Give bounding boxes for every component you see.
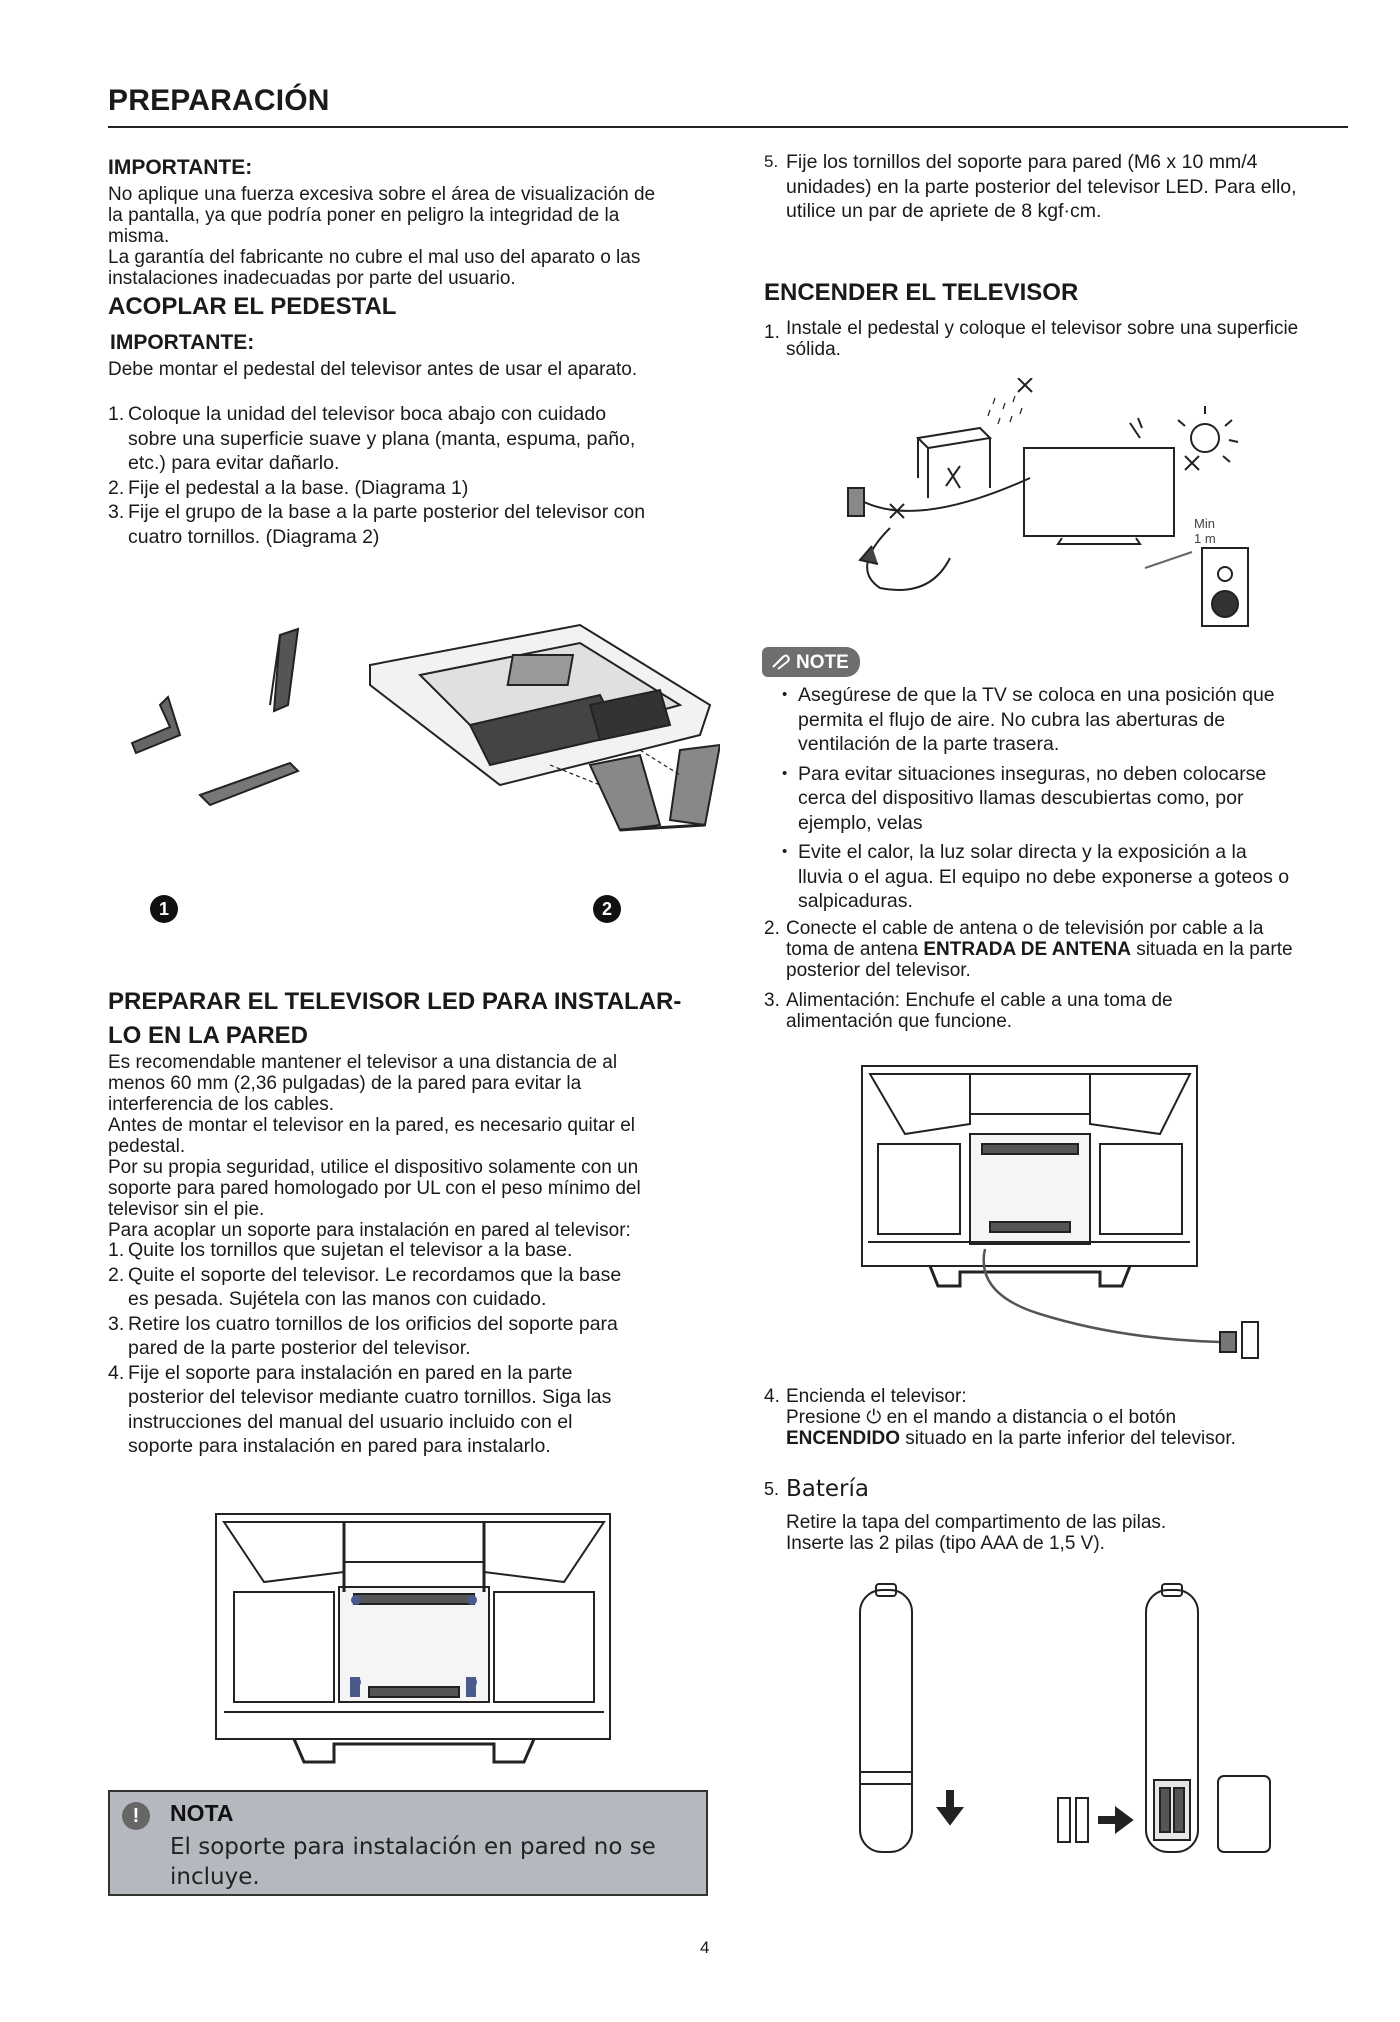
diagram-2-marker: 2 xyxy=(593,895,621,923)
wall-heading: PREPARAR EL TELEVISOR LED PARA INSTALAR- LO EN LA PARED xyxy=(108,988,682,1049)
diagram-1-marker: 1 xyxy=(150,895,178,923)
list-item: 1. Coloque la unidad del televisor boca abajo con cuidado sobre una superficie suave y plana (manta, espuma, paño, etc.) para evitar dañarlo. xyxy=(108,403,636,474)
power-step-4: 4. Encienda el televisor: Presione ⏻ en el mando a distancia o el botón ENCENDIDO situado en la parte inferior del televisor. xyxy=(764,1386,1236,1449)
paperclip-icon xyxy=(770,653,790,671)
list-item: 3. Retire los cuatro tornillos de los orificios del soporte para pared de la parte posterior del televisor. xyxy=(108,1312,618,1359)
stand-assembly-diagram xyxy=(120,615,720,855)
stand-steps xyxy=(108,402,748,549)
power-on-heading: ENCENDER EL TELEVISOR xyxy=(764,279,1079,306)
wall-mount-diagram xyxy=(214,1512,614,1770)
placement-diagram xyxy=(800,378,1260,638)
title-rule xyxy=(108,126,1348,128)
important-heading: IMPORTANTE: xyxy=(108,156,253,179)
stand-heading: ACOPLAR EL PEDESTAL xyxy=(108,293,397,320)
wall-step-5: 5. Fije los tornillos del soporte para pared (M6 x 10 mm/4 unidades) en la parte posterior del televisor LED. Para ello, utilice un par de apriete de 8 kgf·cm. xyxy=(764,151,1297,222)
list-item: • Para evitar situaciones inseguras, no deben colocarse cerca del dispositivo llamas descubiertas como, por ejemplo, velas xyxy=(782,762,1342,836)
exclamation-icon: ! xyxy=(122,1802,150,1830)
power-step-5: 5. Batería Retire la tapa del compartimento de las pilas. Inserte las 2 pilas (tipo AAA de 1,5 V). xyxy=(764,1476,1364,1554)
list-item: 4. Fije el soporte para instalación en pared en la parte posterior del televisor mediante cuatro tornillos. Siga las instrucciones del manual del usuario incluido con el soporte para instalación en pared para instalarlo. xyxy=(108,1361,612,1457)
page-number: 4 xyxy=(700,1938,710,1957)
list-item: • Asegúrese de que la TV se coloca en una posición que permita el flujo de aire. No cubra las aberturas de ventilación de la parte trasera. xyxy=(782,683,1342,757)
page-title: PREPARACIÓN xyxy=(108,84,330,117)
wall-intro: Es recomendable mantener el televisor a una distancia de al menos 60 mm (2,36 pulgadas) de la pared para evitar la interferencia de los cables. Antes de montar el televisor en la pared, es necesario quitar el pedestal. Por su propia seguridad, utilice el dispositivo solamente con un soporte para pared homologado por UL con el peso mínimo del televisor sin el pie. Para acoplar un soporte para instalación en pared al televisor: xyxy=(108,1052,641,1241)
wall-steps xyxy=(108,1238,748,1459)
list-item: 2. Quite el soporte del televisor. Le recordamos que la base es pesada. Sujétela con las manos con cuidado. xyxy=(108,1263,622,1310)
battery-title: Batería xyxy=(786,1476,869,1502)
power-step-1: 1. Instale el pedestal y coloque el televisor sobre una superficie sólida. xyxy=(764,318,1299,360)
power-step-3: 3. Alimentación: Enchufe el cable a una toma de alimentación que funcione. xyxy=(764,990,1173,1032)
list-item: • Evite el calor, la luz solar directa y la exposición a la lluvia o el agua. El equipo no debe exponerse a goteos o salpicaduras. xyxy=(782,840,1342,914)
power-connection-diagram xyxy=(860,1064,1260,1374)
note-badge: NOTE xyxy=(762,647,860,677)
stand-important-heading: IMPORTANTE: xyxy=(110,331,255,354)
nota-text: El soporte para instalación en pared no se incluye. xyxy=(170,1834,656,1890)
power-step-2: 2. Conecte el cable de antena o de televisión por cable a la toma de antena ENTRADA DE ANTENA situada en la parte posterior del televisor. xyxy=(764,918,1293,981)
important-text: No aplique una fuerza excesiva sobre el área de visualización de la pantalla, ya que podría poner en peligro la integridad de la misma. La garantía del fabricante no cubre el mal uso del aparato o las instalaciones inadecuadas por parte del usuario. xyxy=(108,184,656,289)
list-item: 3. Fije el grupo de la base a la parte posterior del televisor con cuatro tornillos. (Diagrama 2) xyxy=(108,501,646,548)
list-item: 2. Fije el pedestal a la base. (Diagrama 1) xyxy=(108,476,469,499)
list-item: 1. Quite los tornillos que sujetan el televisor a la base. xyxy=(108,1239,573,1261)
battery-diagram xyxy=(850,1580,1290,1860)
stand-important-text: Debe montar el pedestal del televisor antes de usar el aparato. xyxy=(108,359,638,380)
note-bullets xyxy=(782,683,1342,919)
nota-box xyxy=(108,1790,708,1896)
min-distance-label: Min 1 m xyxy=(1194,516,1216,546)
nota-title: NOTA xyxy=(170,1800,234,1826)
power-icon: ⏻ xyxy=(866,1407,882,1428)
